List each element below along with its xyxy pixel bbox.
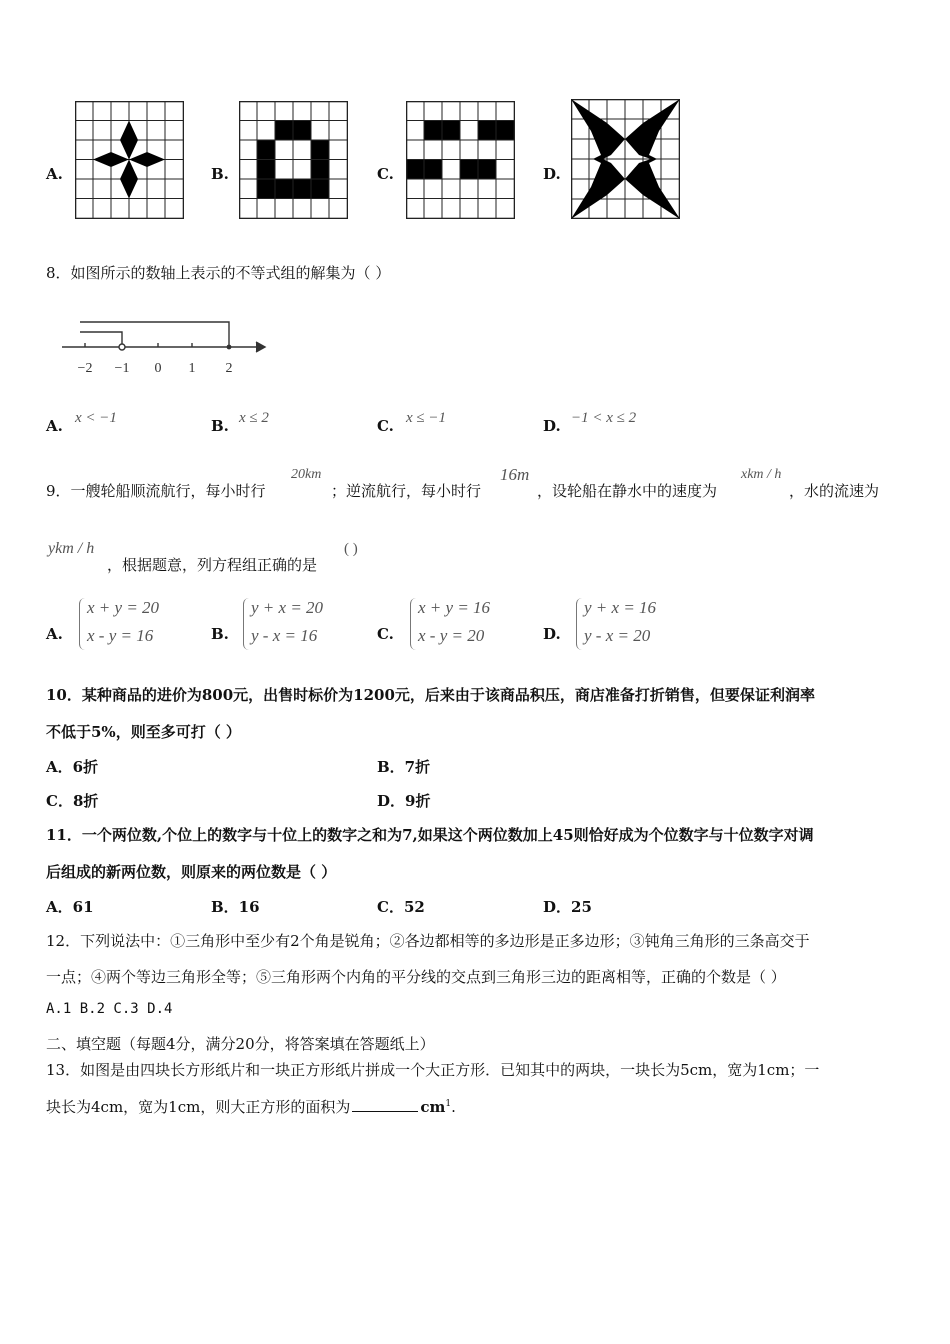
q9-math-3: xkm / h	[741, 467, 782, 482]
q8-option-c-label: C.	[377, 417, 394, 435]
q10-option-a: A．6折	[46, 758, 99, 776]
q13-line-2-text: 块长为4cm，宽为1cm，则大正方形的面积为	[46, 1098, 351, 1116]
q12-line-2: 一点；④两个等边三角形全等；⑤三角形两个内角的平分线的交点到三角形三边的距离相等，正确的个数是（ ）	[46, 968, 786, 986]
axis-label-0: 0	[154, 361, 162, 376]
q9-option-a-label: A.	[46, 625, 63, 643]
q7-figure-d	[571, 99, 680, 219]
q9-text-2: ；逆流航行，每小时行	[331, 482, 482, 500]
q9-option-d-label: D.	[543, 625, 561, 643]
q10-line-2: 不低于5%，则至多可打（ ）	[46, 723, 241, 741]
q8-option-a-label: A.	[46, 417, 63, 435]
axis-label-neg2: −2	[77, 361, 93, 376]
q13-period: .	[451, 1098, 456, 1116]
q8-option-a-expr: x < −1	[75, 410, 117, 426]
q10-option-d: D．9折	[377, 792, 431, 810]
equation-line-1: y + x = 16	[584, 598, 657, 617]
q7-figure-a	[75, 101, 184, 219]
q12-line-1: 12．下列说法中：①三角形中至少有2个角是锐角；②各边都相等的多边形是正多边形；③钝角三角形的三条高交于	[46, 932, 810, 950]
q7-option-b-label: B.	[211, 165, 229, 183]
q7-figure-c	[406, 101, 515, 219]
equation-line-1: x + y = 16	[418, 598, 491, 617]
equation-line-2: y - x = 16	[251, 626, 318, 645]
equation-line-1: x + y = 20	[87, 598, 160, 617]
q9-paren: ( )	[344, 541, 358, 557]
q13-line-1: 13．如图是由四块长方形纸片和一块正方形纸片拼成一个大正方形．已知其中的两块，一块长为5cm，宽为1cm；一	[46, 1061, 820, 1079]
q8-option-c-expr: x ≤ −1	[406, 410, 447, 426]
q7-option-c-label: C.	[377, 165, 394, 183]
q7-option-d-label: D.	[543, 165, 561, 183]
q9-option-b-label: B.	[211, 625, 229, 643]
q11-line-2: 后组成的新两位数，则原来的两位数是（ ）	[46, 863, 337, 881]
q9-text-4: ，水的流速为	[789, 482, 880, 500]
q8-option-b-label: B.	[211, 417, 229, 435]
axis-label-neg1: −1	[114, 361, 130, 376]
q7-option-a-label: A.	[46, 165, 63, 183]
equation-line-1: y + x = 20	[251, 598, 324, 617]
axis-label-1: 1	[188, 361, 196, 376]
q9-math-4: ykm / h	[48, 540, 95, 557]
q12-options: A.1 B.2 C.3 D.4	[46, 1001, 173, 1017]
q11-option-b: B．16	[211, 898, 260, 916]
q9-text-3: ，设轮船在静水中的速度为	[537, 482, 718, 500]
q8-stem: 8．如图所示的数轴上表示的不等式组的解集为（ ）	[46, 264, 391, 282]
q8-number-line	[60, 316, 270, 380]
section-2-heading: 二、填空题（每题4分，满分20分，将答案填在答题纸上）	[46, 1035, 435, 1053]
equation-line-2: y - x = 20	[584, 626, 651, 645]
q8-option-d-expr: −1 < x ≤ 2	[571, 410, 637, 426]
q9-text-5: ，根据题意，列方程组正确的是	[107, 556, 318, 574]
equation-line-2: x - y = 16	[87, 626, 154, 645]
axis-label-2: 2	[225, 361, 233, 376]
equation-line-2: x - y = 20	[418, 626, 485, 645]
q10-line-1: 10．某种商品的进价为800元，出售时标价为1200元，后来由于该商品积压，商店准备打折销售，但要保证利润率	[46, 686, 815, 704]
q13-line-2	[46, 1096, 456, 1117]
q11-option-a: A．61	[46, 898, 94, 916]
q13-unit-sup: 1	[445, 1099, 452, 1109]
q11-option-d: D．25	[543, 898, 592, 916]
q7-figure-b	[239, 101, 348, 219]
q9-text-1: 9．一艘轮船顺流航行，每小时行	[46, 482, 266, 500]
q11-option-c: C．52	[377, 898, 425, 916]
q13-unit: cm	[420, 1098, 446, 1116]
q11-line-1: 11．一个两位数,个位上的数字与十位上的数字之和为7,如果这个两位数加上45则恰好成为个位数字与十位数字对调	[46, 826, 814, 844]
q8-option-b-expr: x ≤ 2	[239, 410, 269, 426]
q10-option-b: B．7折	[377, 758, 431, 776]
q9-math-2: 16m	[500, 465, 530, 484]
q10-option-c: C．8折	[46, 792, 99, 810]
q9-option-c-label: C.	[377, 625, 394, 643]
answer-blank[interactable]	[352, 1111, 418, 1112]
q9-math-1: 20km	[291, 467, 322, 482]
q8-option-d-label: D.	[543, 417, 561, 435]
